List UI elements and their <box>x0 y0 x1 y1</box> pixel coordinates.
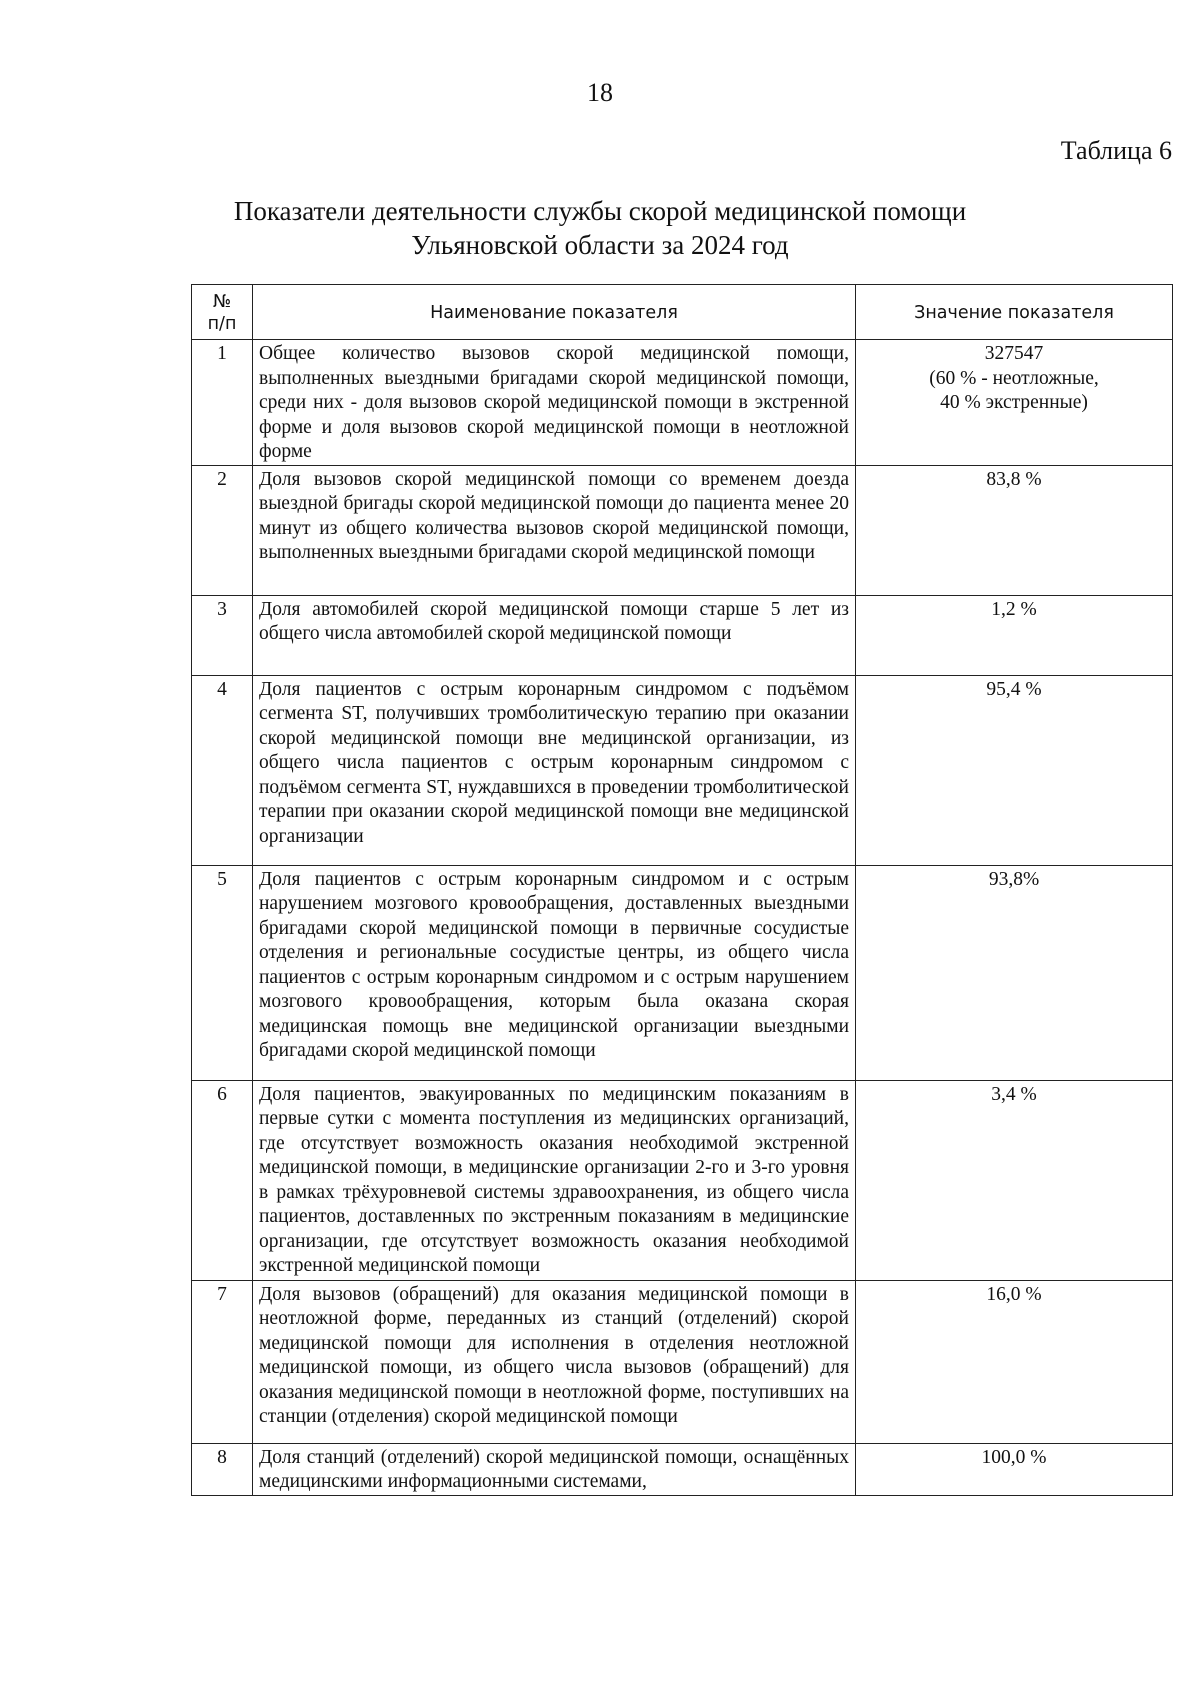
value-line: 93,8% <box>988 868 1040 890</box>
row-number: 8 <box>192 1443 253 1495</box>
row-indicator-value <box>856 865 1173 1080</box>
table-row <box>192 865 1173 1080</box>
row-indicator-value <box>856 1280 1173 1443</box>
table-label: Таблица 6 <box>1060 136 1172 165</box>
value-line: 327547 <box>984 343 1044 364</box>
row-number: 1 <box>192 340 253 466</box>
table-row <box>192 1443 1173 1495</box>
row-indicator-name: Доля вызовов (обращений) для оказания медицинской помощи в неотложной форме, переданных из станций (отделений) скорой медицинской помощи для исполнения в отделения неотложной медицинской помощи, из общего числа вызовов (обращений) для оказания медицинской помощи в неотложной форме, поступивших на станции (отделения) скорой медицинской помощи <box>253 1280 856 1443</box>
row-indicator-name: Доля пациентов, эвакуированных по медицинским показаниям в первые сутки с момента поступления из медицинских организаций, где отсутствует возможность оказания необходимой экстренной медицинской помощи, в медицинские организации 2-го и 3-го уровня в рамках трёхуровневой системы здравоохранения, из общего числа пациентов, доставленных по экстренным показаниям в медицинские организации, где отсутствует возможность оказания необходимой экстренной медицинской помощи <box>253 1080 856 1280</box>
value-line: 95,4 % <box>986 678 1042 700</box>
row-indicator-value <box>856 595 1173 675</box>
row-indicator-value <box>856 1080 1173 1280</box>
value-line: 16,0 % <box>986 1283 1042 1305</box>
row-indicator-value <box>856 465 1173 595</box>
value-line: 100,0 % <box>981 1446 1047 1468</box>
document-title-line-1: Показатели деятельности службы скорой медицинской помощи <box>233 196 967 226</box>
row-indicator-value <box>856 1443 1173 1495</box>
row-indicator-name: Общее количество вызовов скорой медицинской помощи, выполненных выездными бригадами скорой медицинской помощи, среди них - доля вызовов скорой медицинской помощи в экстренной форме и доля вызовов скорой медицинской помощи в неотложной форме <box>253 340 856 466</box>
row-indicator-name: Доля пациентов с острым коронарным синдромом и с острым нарушением мозгового кровообращения, доставленных выездными бригадами скорой медицинской помощи в первичные сосудистые отделения и региональные сосудистые центры, из общего числа пациентов с острым коронарным синдромом и с острым нарушением мозгового кровообращения, которым была оказана скорая медицинская помощь вне медицинской организации выездными бригадами скорой медицинской помощи <box>253 865 856 1080</box>
table-row <box>192 595 1173 675</box>
value-line: 83,8 % <box>986 468 1042 490</box>
value-line: 1,2 % <box>991 598 1037 620</box>
value-line: 3,4 % <box>991 1083 1037 1105</box>
table-row <box>192 1280 1173 1443</box>
value-line: (60 % - неотложные, <box>929 367 1099 389</box>
table-row <box>192 675 1173 865</box>
row-indicator-value <box>856 340 1173 466</box>
header-number-line-1: № <box>212 292 232 312</box>
indicators-table <box>191 284 1173 1496</box>
table-row <box>192 465 1173 595</box>
value-line: 40 % экстренные) <box>940 392 1088 413</box>
page-number: 18 <box>587 78 613 107</box>
table-row <box>192 1080 1173 1280</box>
header-indicator-value: Значение показателя <box>856 285 1173 340</box>
row-number: 4 <box>192 675 253 865</box>
row-indicator-name: Доля пациентов с острым коронарным синдромом с подъёмом сегмента ST, получивших тромболитическую терапию при оказании скорой медицинской помощи вне медицинской организации, из общего числа пациентов с острым коронарным синдромом с подъёмом сегмента ST, нуждавшихся в проведении тромболитической терапии при оказании скорой медицинской помощи вне медицинской организации <box>253 675 856 865</box>
row-number: 2 <box>192 465 253 595</box>
row-number: 7 <box>192 1280 253 1443</box>
header-number <box>192 285 253 340</box>
header-number-line-2: п/п <box>207 314 237 334</box>
row-indicator-value <box>856 675 1173 865</box>
row-number: 5 <box>192 865 253 1080</box>
row-indicator-name: Доля автомобилей скорой медицинской помощи старше 5 лет из общего числа автомобилей скорой медицинской помощи <box>253 595 856 675</box>
row-number: 3 <box>192 595 253 675</box>
table-row <box>192 340 1173 466</box>
row-indicator-name: Доля вызовов скорой медицинской помощи со временем доезда выездной бригады скорой медицинской помощи до пациента менее 20 минут из общего количества вызовов скорой медицинской помощи, выполненных выездными бригадами скорой медицинской помощи <box>253 465 856 595</box>
document-title <box>0 194 1200 262</box>
header-indicator-name: Наименование показателя <box>253 285 856 340</box>
table-body <box>192 340 1173 1496</box>
row-indicator-name: Доля станций (отделений) скорой медицинской помощи, оснащённых медицинскими информационными системами, <box>253 1443 856 1495</box>
document-title-line-2: Ульяновской области за 2024 год <box>411 230 789 260</box>
table-header-row <box>192 285 1173 340</box>
row-number: 6 <box>192 1080 253 1280</box>
